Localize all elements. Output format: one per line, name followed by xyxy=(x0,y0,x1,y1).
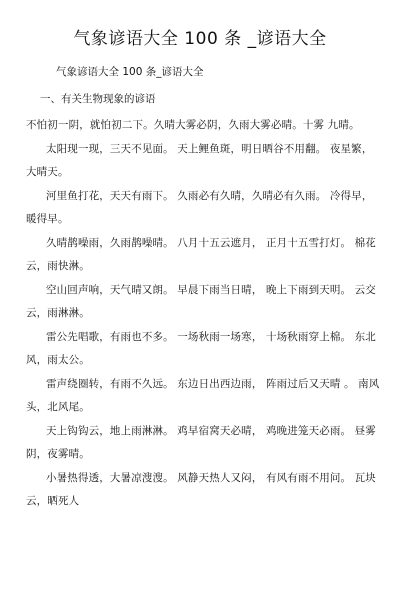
section-heading: 一、有关生物现象的谚语 xyxy=(40,93,156,105)
paragraph: 不怕初一阴，就怕初二下。久晴大雾必阴，久雨大雾必晴。十雾 九晴。 xyxy=(26,119,360,131)
document-subtitle: 气象谚语大全 100 条_谚语大全 xyxy=(56,66,204,78)
paragraph: 天上钩钩云，地上雨淋淋。 鸡早宿窝天必晴， 鸡晚进笼天必雨。 昼雾阴，夜雾晴。 xyxy=(26,424,376,460)
paragraph: 雷公先唱歌，有雨也不多。 一场秋雨一场寒， 十场秋雨穿上棉。 东北风，雨太公。 xyxy=(26,330,376,366)
paragraph: 太阳现一现，三天不见面。 天上鲤鱼斑，明日晒谷不用翻。 夜星繁，大晴天。 xyxy=(26,142,373,178)
document-body xyxy=(26,114,382,514)
paragraph: 小暑热得透，大暑凉溲溲。 风静天热人又闷， 有风有雨不用问。 瓦块云，晒死人 xyxy=(26,471,376,507)
paragraph: 河里鱼打花，天天有雨下。 久雨必有久晴，久晴必有久雨。 冷得早，暖得早。 xyxy=(26,189,373,225)
document-title: 气象谚语大全 100 条 _谚语大全 xyxy=(73,29,327,49)
paragraph: 久晴鹊噪雨，久雨鹊噪晴。 八月十五云遮月， 正月十五雪打灯。 棉花云，雨快淋。 xyxy=(26,236,376,272)
paragraph: 空山回声响，天气晴又朗。 早晨下雨当日晴， 晚上下雨到天明。 云交云，雨淋淋。 xyxy=(26,283,376,319)
paragraph: 雷声绕圈转，有雨不久远。 东边日出西边雨， 阵雨过后又天晴 。 南风头，北风尾。 xyxy=(26,377,380,413)
